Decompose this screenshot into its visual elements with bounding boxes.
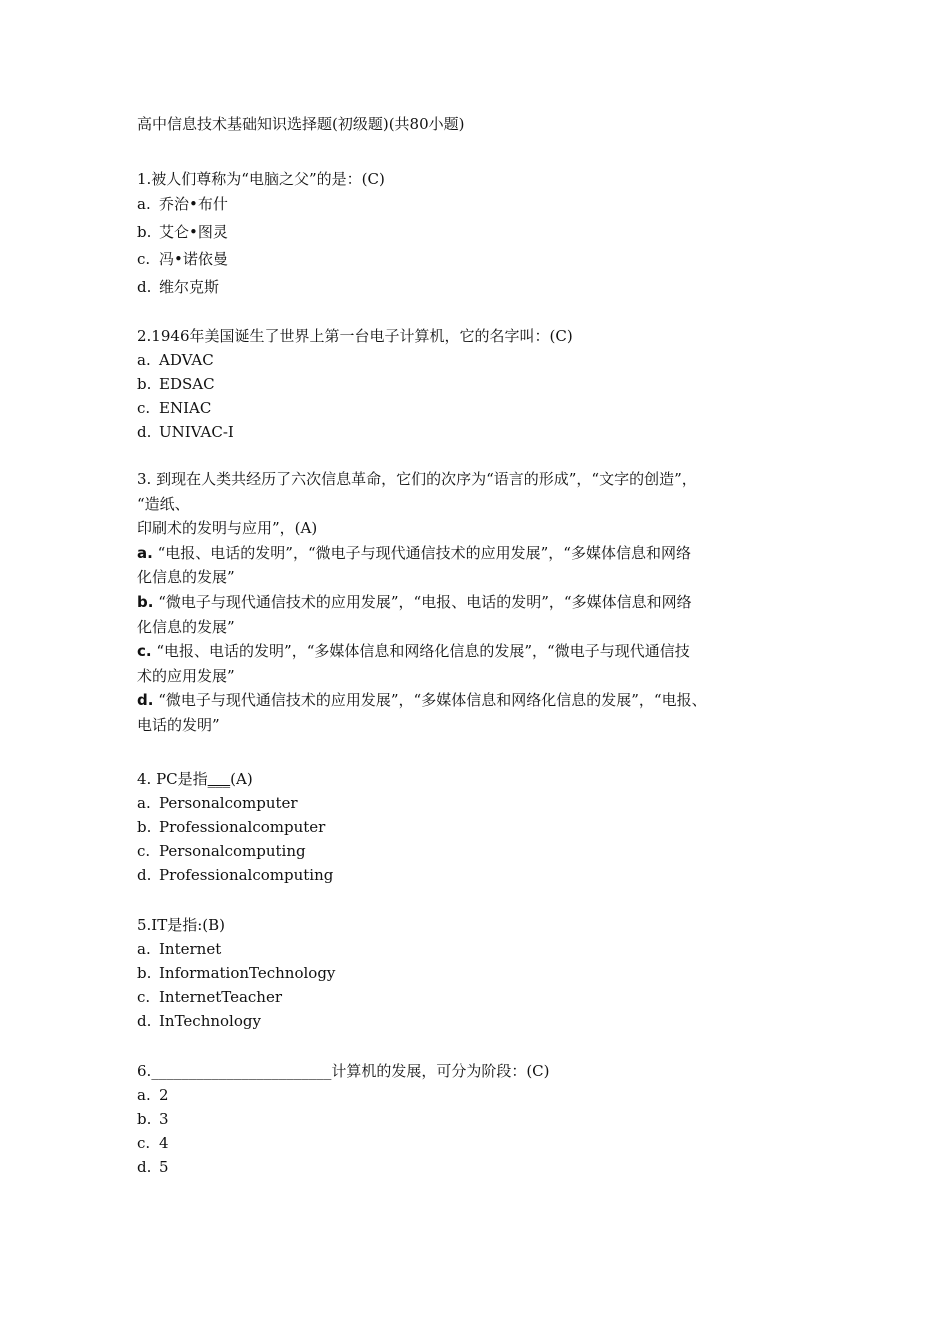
option-text: Internet [159,940,222,958]
option-text: Professionalcomputing [159,866,334,884]
question-stem [137,1059,827,1083]
option-label: b. [137,592,154,611]
option-d [137,863,827,887]
stem-suffix: 计算机的发展，可分为阶段：(C) [331,1062,550,1080]
option-a [137,541,827,590]
question-stem: 2.1946年美国诞生了世界上第一台电子计算机，它的名字叫：(C) [137,327,573,345]
option-label: c. [137,842,151,860]
option-label: d. [137,1158,152,1176]
option-c [137,1131,827,1155]
option-label: a. [137,195,151,213]
stem-prefix: 4. PC是指 [137,770,208,788]
option-d [137,420,827,444]
option-label: b. [137,222,152,241]
stem-suffix: (A) [230,770,253,788]
option-text: 3 [159,1110,169,1128]
option-text: “微电子与现代通信技术的应用发展”，“电报、电话的发明”，“多媒体信息和网络 [158,592,692,611]
option-b [137,1107,827,1131]
option-label: a. [137,543,153,562]
option-text: InTechnology [159,1012,261,1030]
option-b [137,961,827,985]
option-d [137,1155,827,1179]
option-text: ENIAC [159,399,212,417]
option-text: 冯•诺依曼 [159,250,228,268]
option-label: a. [137,940,151,958]
question-stem [137,767,827,791]
option-text-cont: 化信息的发展” [137,617,235,636]
option-text: ADVAC [159,351,214,369]
question-6 [137,1059,827,1179]
option-a [137,348,827,372]
option-text: “电报、电话的发明”，“微电子与现代通信技术的应用发展”，“多媒体信息和网络 [157,543,691,562]
option-text-cont: 术的应用发展” [137,666,235,685]
question-4 [137,767,827,887]
option-b [137,815,827,839]
option-label: c. [137,988,151,1006]
option-label: d. [137,423,152,441]
option-text: 5 [159,1158,169,1176]
option-text: Personalcomputer [159,794,298,812]
option-c [137,396,827,420]
option-text: 乔治•布什 [159,195,228,213]
option-a [137,191,827,219]
option-a [137,937,827,961]
question-2 [137,324,827,444]
question-stem-line: 3. 到现在人类共经历了六次信息革命，它们的次序为“语言的形成”，“文字的创造”， [137,470,697,488]
option-label: c. [137,399,151,417]
option-c [137,985,827,1009]
option-label: a. [137,351,151,369]
option-label: c. [137,642,152,661]
option-b [137,590,827,639]
option-label: d. [137,866,152,884]
option-b [137,219,827,247]
option-text-cont: 电话的发明” [137,715,220,734]
question-3 [137,467,827,738]
option-b [137,372,827,396]
option-d [137,688,827,737]
option-text: “电报、电话的发明”，“多媒体信息和网络化信息的发展”，“微电子与现代通信技 [156,642,690,661]
question-stem-line: 印刷术的发明与应用”，(A) [137,519,318,538]
option-label: b. [137,1110,152,1128]
option-d [137,274,827,302]
option-text: Professionalcomputer [159,818,326,836]
option-text: 艾仑•图灵 [159,222,228,241]
option-label: d. [137,691,154,710]
option-text: 维尔克斯 [159,277,220,296]
option-label: d. [137,277,152,296]
question-stem-line: “造纸、 [137,494,190,513]
option-text: UNIVAC-I [159,423,234,441]
option-text: Personalcomputing [159,842,306,860]
document-title: 高中信息技术基础知识选择题(初级题)(共80小题) [137,115,465,133]
option-a [137,791,827,815]
answer-blank: ___ [207,770,231,788]
option-c [137,839,827,863]
question-1 [137,167,827,301]
option-text: 4 [159,1134,169,1152]
stem-prefix: 6. [137,1062,152,1080]
option-label: c. [137,250,151,268]
option-text: “微电子与现代通信技术的应用发展”，“多媒体信息和网络化信息的发展”，“电报、 [158,691,707,710]
option-label: b. [137,375,152,393]
option-label: c. [137,1134,151,1152]
answer-blank: ________________________ [151,1062,332,1080]
option-label: d. [137,1012,152,1030]
option-c [137,246,827,274]
option-text: InternetTeacher [159,988,282,1006]
option-label: a. [137,794,151,812]
option-a [137,1083,827,1107]
question-stem: 1.被人们尊称为“电脑之父”的是：(C) [137,170,385,188]
option-label: b. [137,964,152,982]
option-d [137,1009,827,1033]
option-label: b. [137,818,152,836]
option-label: a. [137,1086,151,1104]
option-c [137,639,827,688]
option-text-cont: 化信息的发展” [137,568,235,587]
option-text: EDSAC [159,375,215,393]
option-text: 2 [159,1086,169,1104]
option-text: InformationTechnology [159,964,336,982]
question-stem: 5.IT是指:(B) [137,916,226,934]
question-5 [137,913,827,1033]
